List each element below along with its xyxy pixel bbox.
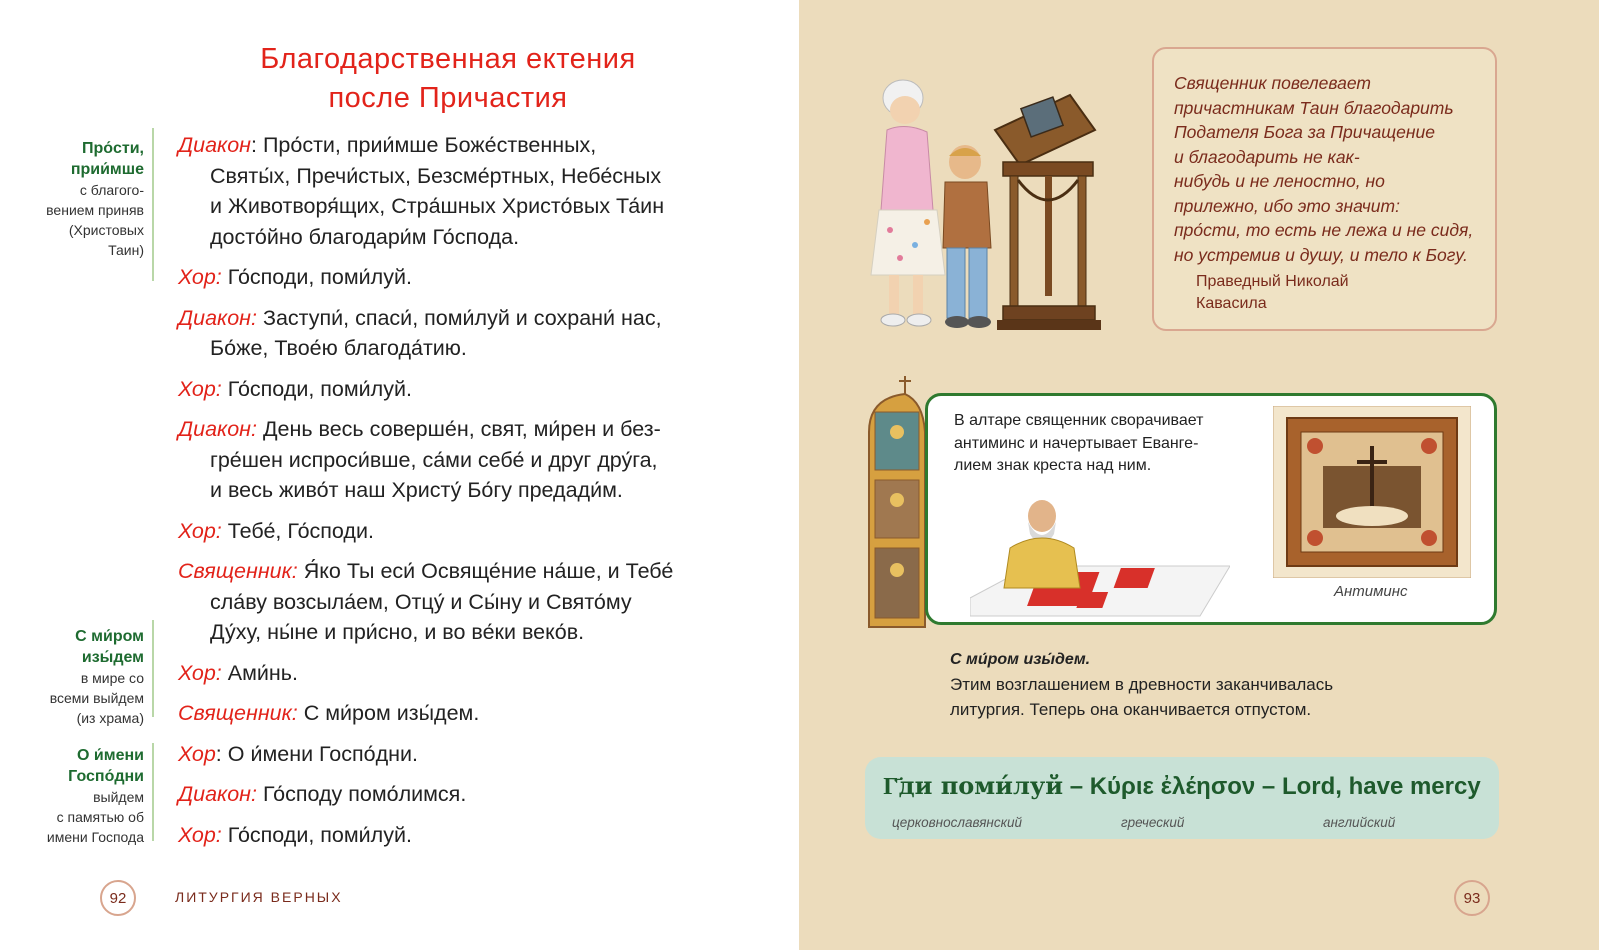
mercy-phrase bbox=[865, 771, 1499, 801]
line-text: Тебе́, Го́споди. bbox=[227, 518, 374, 543]
quote-text bbox=[1174, 71, 1481, 267]
line-text: О и́мени Госпо́дни. bbox=[227, 741, 418, 766]
author-line: Праведный Николай bbox=[1196, 273, 1349, 290]
line-text: Ами́нь. bbox=[227, 660, 298, 685]
peace-heading: С ми́ром изы́дем. bbox=[950, 651, 1091, 668]
altar-line: антиминс и начертывает Еванге- bbox=[954, 434, 1199, 452]
liturgy-line bbox=[178, 658, 738, 689]
altar-text bbox=[954, 410, 1254, 478]
gloss-text: всеми выйдем bbox=[49, 690, 144, 706]
speaker-label: Диакон: bbox=[178, 417, 257, 441]
children-lectern-illustration bbox=[865, 70, 1125, 340]
liturgy-line bbox=[178, 516, 738, 547]
line-continuation: Бо́же, Твое́ю благода́тию. bbox=[210, 336, 467, 360]
line-text: Го́споду помо́лимся. bbox=[262, 782, 467, 806]
speaker-label: Хор: bbox=[178, 518, 222, 543]
speaker-label: Священник: bbox=[178, 701, 298, 725]
quote-author bbox=[1174, 271, 1481, 315]
line-text: С ми́ром изы́дем. bbox=[303, 701, 480, 725]
line-text: Заступи́, спаси́, поми́луй и сохрани́ нас, bbox=[262, 305, 662, 330]
label-english: английский bbox=[1323, 815, 1396, 830]
liturgy-text bbox=[178, 130, 738, 860]
quote-line: причастникам Таин благодарить bbox=[1174, 97, 1454, 118]
line-continuation: сла́ву возсыла́ем, Отцу́ и Сы́ну и Свято́му bbox=[210, 589, 632, 614]
line-continuation: Святы́х, Пречи́стых, Безсме́ртных, Небе́сных bbox=[210, 163, 662, 188]
quote-line: Подателя Бога за Причащение bbox=[1174, 122, 1435, 142]
liturgy-line bbox=[178, 739, 738, 770]
gloss-text: (из храма) bbox=[76, 710, 144, 726]
quote-line: про́сти, то есть не лежа и не сидя, bbox=[1174, 220, 1474, 240]
antimins-illustration bbox=[1273, 406, 1471, 578]
line-text: Про́сти, прии́мше Боже́ственных, bbox=[262, 133, 597, 157]
speaker-label: Хор bbox=[178, 741, 216, 766]
gloss-text: вением приняв bbox=[46, 202, 144, 218]
altar-line: лием знак креста над ним. bbox=[954, 457, 1152, 474]
peace-block bbox=[950, 648, 1420, 722]
girl-figure bbox=[871, 80, 945, 326]
speaker-label: Диакон: bbox=[178, 305, 257, 330]
line-continuation: и Животворя́щих, Стра́шных Христо́вых Та́ин bbox=[210, 194, 665, 218]
page-number: 93 bbox=[1454, 880, 1490, 916]
mercy-greek: Κύριε ἐλέησον bbox=[1089, 773, 1256, 800]
speaker-label: Священник: bbox=[178, 559, 298, 583]
line-text: День весь соверше́н, свят, ми́рен и без- bbox=[262, 417, 661, 441]
right-page bbox=[799, 0, 1599, 950]
gloss-text: с памятью об bbox=[56, 809, 144, 825]
gloss-divider bbox=[152, 620, 154, 717]
mercy-slavonic: Г҃ди поми́луй bbox=[883, 771, 1064, 800]
lord-have-mercy-box bbox=[865, 757, 1499, 839]
liturgy-line bbox=[178, 303, 738, 364]
liturgy-line bbox=[178, 779, 738, 810]
page-title bbox=[178, 40, 718, 118]
mercy-english: Lord, have mercy bbox=[1281, 773, 1481, 800]
gloss-head: прии́мше bbox=[70, 161, 144, 178]
liturgy-line bbox=[178, 414, 738, 506]
line-continuation: досто́йно благодари́м Го́спода. bbox=[210, 224, 520, 249]
liturgy-line bbox=[178, 130, 738, 252]
speaker-label: Хор: bbox=[178, 822, 222, 847]
quote-line: нибудь и не леностно, но bbox=[1174, 171, 1385, 191]
speaker-label: Диакон bbox=[178, 133, 251, 157]
gloss-head: Госпо́дни bbox=[68, 768, 144, 785]
label-greek: греческий bbox=[1121, 815, 1185, 830]
page-number: 92 bbox=[100, 880, 136, 916]
liturgy-line bbox=[178, 698, 738, 729]
speaker-separator: : bbox=[251, 133, 263, 157]
gloss-text: (Христовых bbox=[68, 222, 144, 238]
line-continuation: и весь живо́т наш Христу́ Бо́гу предади́м. bbox=[210, 478, 623, 502]
gloss-text: с благого- bbox=[79, 182, 144, 198]
gloss-divider bbox=[152, 743, 154, 841]
gloss-head: О и́мени bbox=[77, 747, 144, 764]
left-page bbox=[0, 0, 799, 950]
liturgy-line bbox=[178, 374, 738, 405]
gloss-text: Таин) bbox=[108, 242, 144, 258]
peace-line: литургия. Теперь она оканчивается отпустом. bbox=[950, 700, 1312, 719]
altar-box bbox=[925, 393, 1497, 625]
lectern-icon bbox=[995, 95, 1101, 330]
quote-line: и благодарить не как- bbox=[1174, 146, 1360, 167]
speaker-label: Хор: bbox=[178, 660, 222, 685]
line-text: Го́споди, поми́луй. bbox=[227, 822, 412, 847]
priest-illustration bbox=[970, 488, 1230, 618]
gloss-text: в мире со bbox=[80, 670, 144, 686]
mercy-dash: – bbox=[1255, 773, 1282, 800]
author-line: Кавасила bbox=[1196, 295, 1267, 312]
quote-box bbox=[1152, 47, 1497, 331]
label-slavonic: церковнославянский bbox=[892, 815, 1023, 830]
title-line-1: Благодарственная ектения bbox=[260, 43, 636, 75]
liturgy-line bbox=[178, 820, 738, 851]
boy-figure bbox=[943, 145, 991, 328]
line-text: Го́споди, поми́луй. bbox=[227, 265, 412, 289]
liturgy-line bbox=[178, 262, 738, 293]
line-text: Я́ко Ты еси́ Освяще́ние на́ше, и Тебе́ bbox=[303, 559, 674, 583]
antimins-caption: Антиминс bbox=[1334, 583, 1408, 600]
gloss-mirom bbox=[4, 626, 144, 728]
gloss-divider bbox=[152, 128, 154, 281]
gloss-head: Про́сти, bbox=[81, 140, 144, 157]
line-text: Го́споди, поми́луй. bbox=[227, 376, 412, 401]
peace-line: Этим возглашением в древности заканчивалась bbox=[950, 675, 1334, 694]
gloss-text: имени Господа bbox=[46, 829, 144, 845]
quote-line: но устремив и душу, и тело к Богу. bbox=[1174, 244, 1468, 265]
gloss-head: С ми́ром bbox=[75, 628, 144, 645]
gloss-text: выйдем bbox=[93, 789, 144, 805]
speaker-label: Диакон: bbox=[178, 782, 257, 806]
mercy-dash: – bbox=[1063, 773, 1090, 800]
title-line-2: после Причастия bbox=[328, 82, 568, 114]
quote-line: Священник повелевает bbox=[1174, 73, 1371, 93]
speaker-separator: : bbox=[215, 741, 228, 766]
line-continuation: гре́шен испроси́вше, са́ми себе́ и друг дру́га, bbox=[210, 447, 658, 472]
speaker-label: Хор: bbox=[178, 265, 222, 289]
running-head: ЛИТУРГИЯ ВЕРНЫХ bbox=[175, 889, 343, 905]
gloss-head: изы́дем bbox=[81, 649, 144, 666]
altar-line: В алтаре священник сворачивает bbox=[954, 412, 1204, 429]
line-continuation: Ду́ху, ны́не и при́сно, и во ве́ки веко́в. bbox=[210, 620, 585, 644]
gloss-imeni bbox=[4, 745, 144, 847]
liturgy-line bbox=[178, 556, 738, 648]
gloss-prosti bbox=[4, 138, 144, 260]
quote-line: прилежно, ибо это значит: bbox=[1174, 195, 1400, 216]
speaker-label: Хор: bbox=[178, 376, 222, 401]
